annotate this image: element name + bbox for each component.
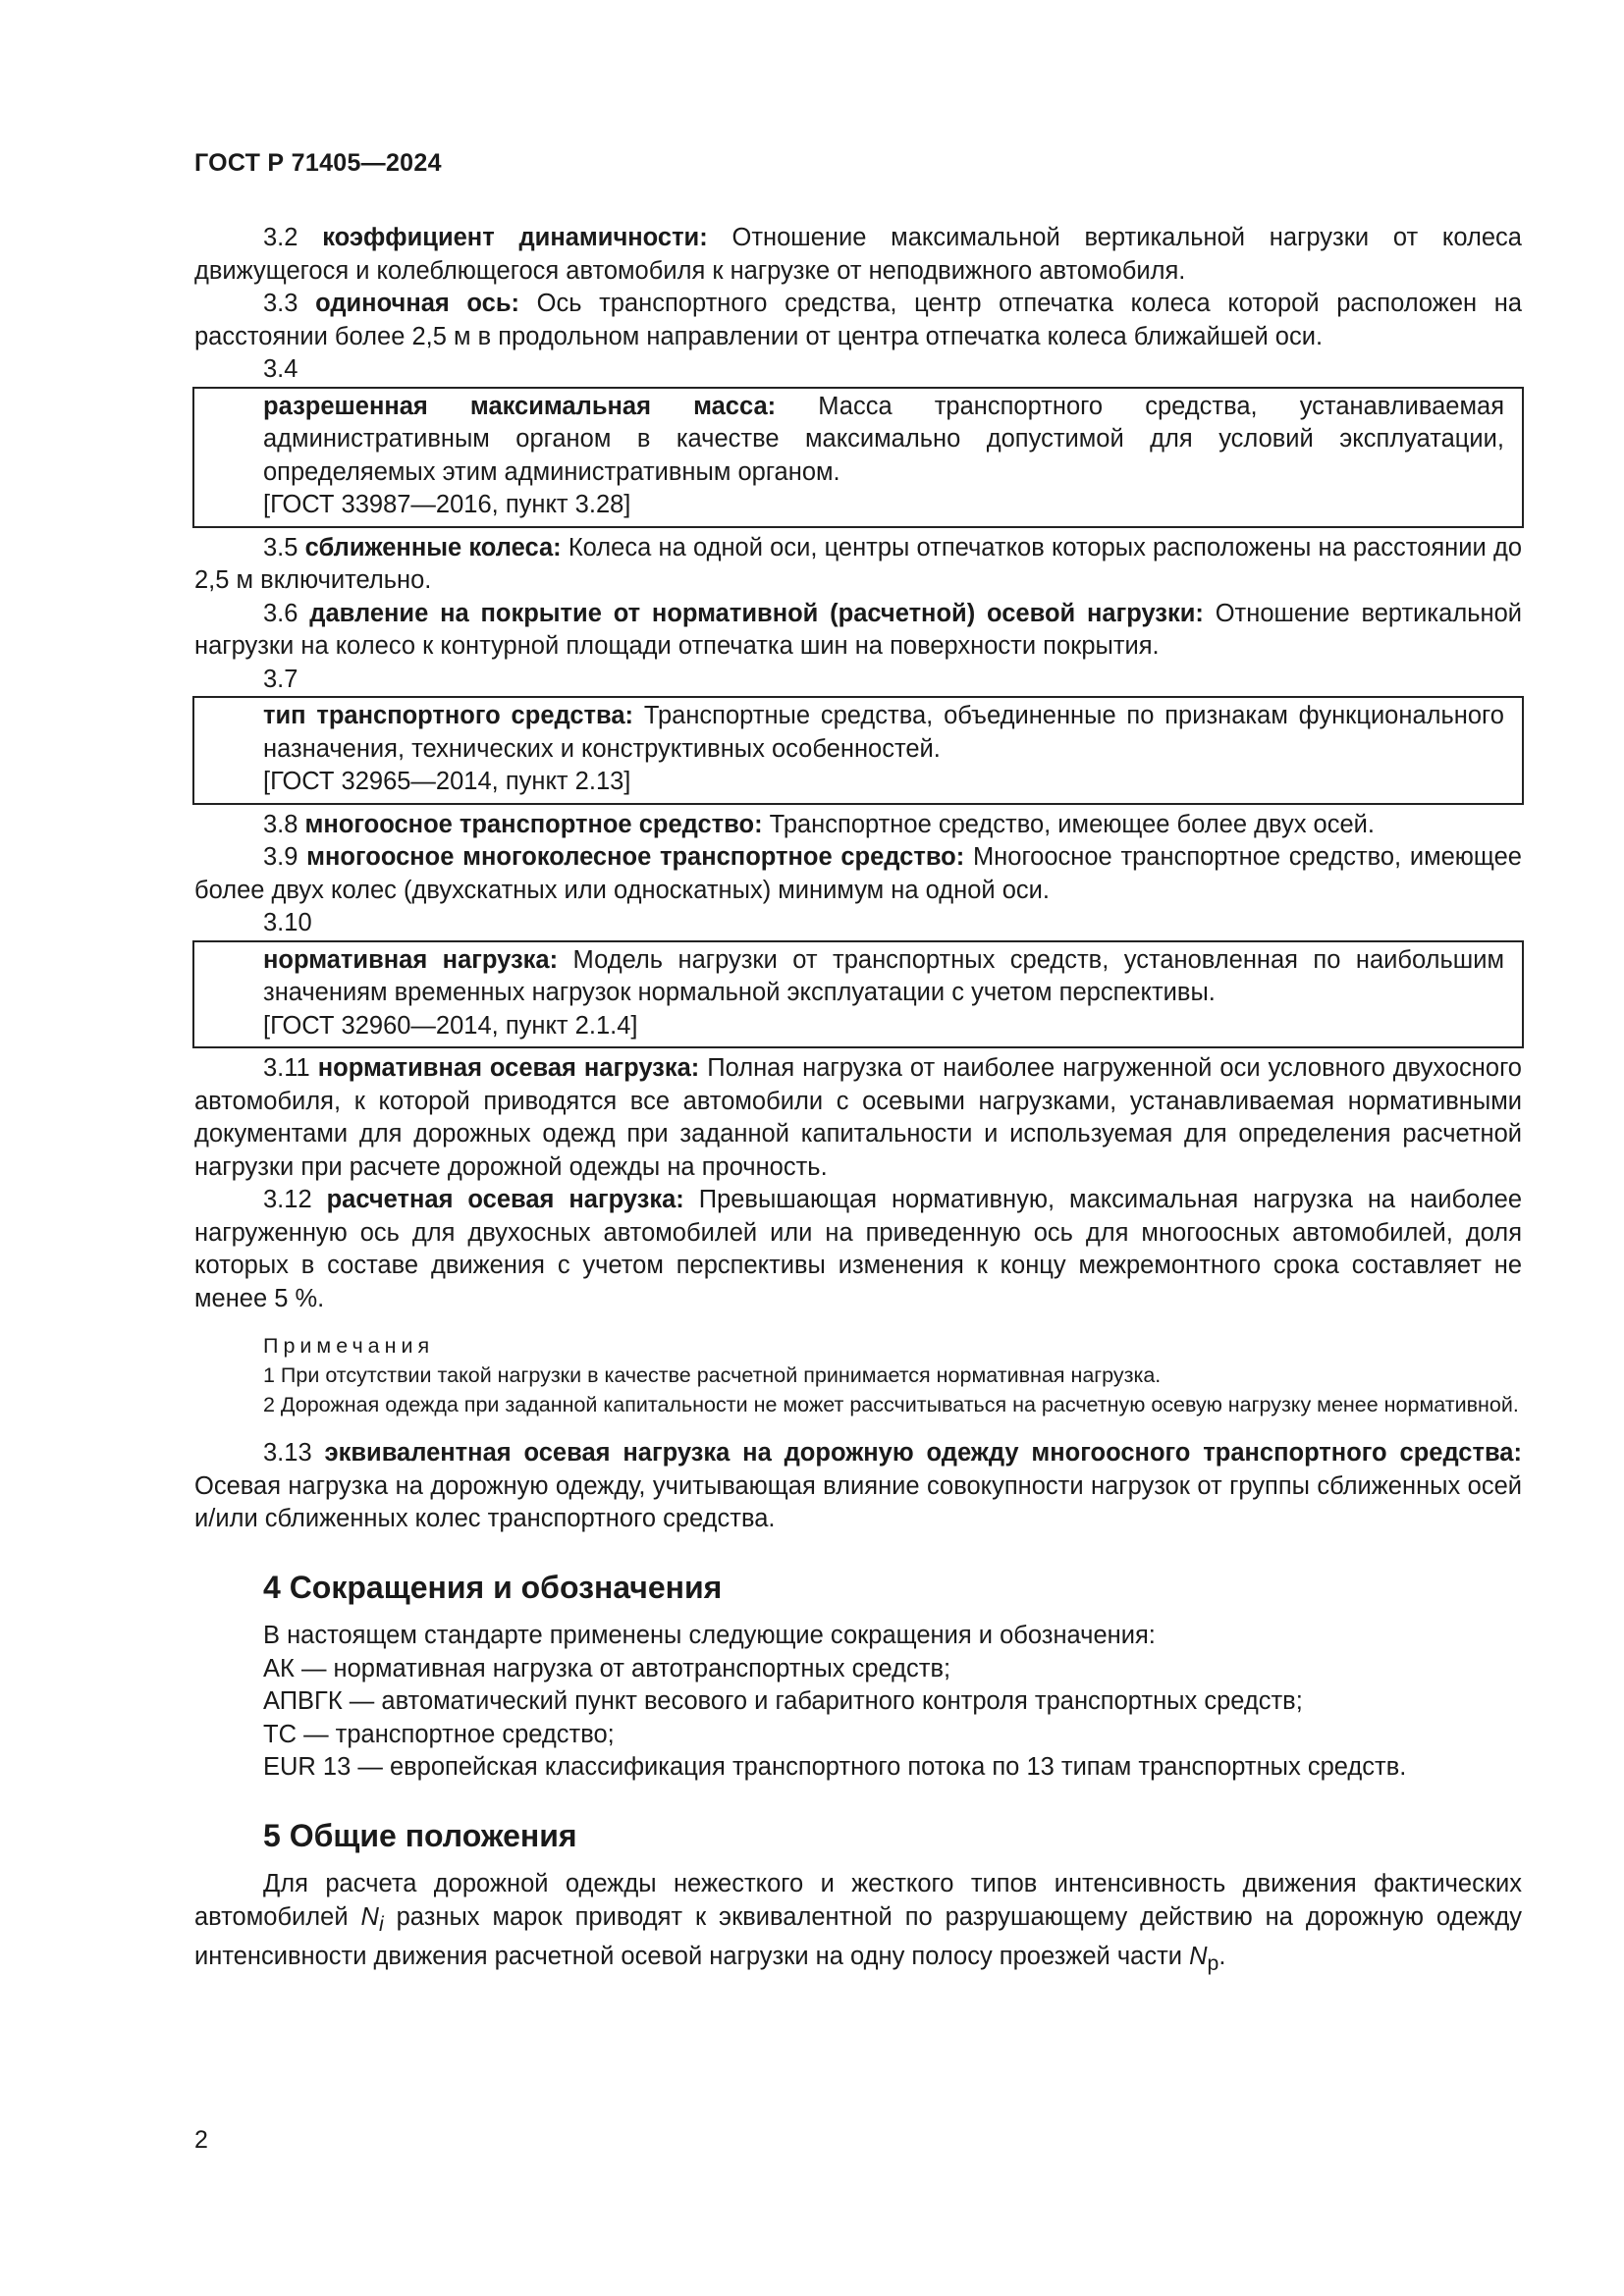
- term-box-3-7: [192, 696, 1524, 805]
- term-3-3: 3.3 одиночная ось: Ось транспортного средства, центр отпечатка колеса которой расположен на расстоянии более 2,5 м в продольном направлении от центра отпечатка колеса ближайшей оси.: [194, 290, 1522, 350]
- abbr-item: EUR 13 — европейская классификация транспортного потока по 13 типам транспортных средств.: [263, 1753, 1407, 1781]
- term-3-11: 3.11 нормативная осевая нагрузка: Полная нагрузка от наиболее нагруженной оси условного двухосного автомобиля, к которой приводятся все автомобили с осевыми нагрузками, устанавливаемая нормативными документами для дорожных одежд при заданной капитальности и используемая для определения расчетной нагрузки при расчете дорожной одежды на прочность.: [194, 1054, 1522, 1181]
- term-3-8: 3.8 многоосное транспортное средство: Транспортное средство, имеющее более двух осей.: [263, 810, 1375, 838]
- section-5-heading: 5 Общие положения: [263, 1817, 577, 1853]
- document-body: [194, 222, 1522, 1981]
- term-source-3-7: [ГОСТ 32965—2014, пункт 2.13]: [263, 768, 631, 795]
- term-3-4: разрешенная максимальная масса: Масса транспортного средства, устанавливаемая административным органом в качестве максимально допустимой для условий эксплуатации, определяемых этим административным органом.: [263, 392, 1504, 486]
- term-box-3-4: [192, 387, 1524, 528]
- term-3-13: 3.13 эквивалентная осевая нагрузка на дорожную одежду многоосного транспортного средства: Осевая нагрузка на дорожную одежду, учитывающая влияние совокупности нагрузок от группы сближенных осей и/или сближенных колес транспортного средства.: [194, 1439, 1522, 1532]
- term-3-6: 3.6 давление на покрытие от нормативной (расчетной) осевой нагрузки: Отношение вертикальной нагрузки на колесо к контурной площади отпечатка шин на поверхности покрытия.: [194, 599, 1523, 660]
- notes-block: [194, 1331, 1522, 1419]
- term-3-12: 3.12 расчетная осевая нагрузка: Превышающая нормативную, максимальная нагрузка на наиболее нагруженную ось для двухосных автомобилей или на приведенную ось для многоосных автомобилей, доля которых в составе движения с учетом перспективы изменения к концу межремонтного срока составляет не менее 5 %.: [194, 1186, 1523, 1312]
- abbr-item: АК — нормативная нагрузка от автотранспортных средств;: [263, 1654, 951, 1682]
- term-number-3-7: 3.7: [263, 665, 298, 693]
- abbr-item: АПВГК — автоматический пункт весового и габаритного контроля транспортных средств;: [263, 1687, 1303, 1715]
- notes-title: Примечания: [263, 1334, 435, 1358]
- note-2: 2 Дорожная одежда при заданной капитальности не может рассчитываться на расчетную осевую нагрузку менее нормативной.: [263, 1393, 1519, 1416]
- term-3-9: 3.9 многоосное многоколесное транспортное средство: Многоосное транспортное средство, имеющее более двух колес (двухскатных или односкатных) минимум на одной оси.: [194, 843, 1522, 904]
- page-number: 2: [194, 2126, 208, 2154]
- term-source-3-4: [ГОСТ 33987—2016, пункт 3.28]: [263, 491, 631, 518]
- term-number-3-10: 3.10: [263, 909, 312, 936]
- term-box-3-10: [192, 940, 1524, 1049]
- section-5-paragraph: Для расчета дорожной одежды нежесткого и жесткого типов интенсивность движения фактических автомобилей $N_i$ разных марок приводят к эквивалентной по разрушающему действию на дорожную одежду интенсивности движения расчетной осевой нагрузки на одну полосу проезжей части $N_р$.: [194, 1870, 1522, 1976]
- term-3-5: 3.5 сближенные колеса: Колеса на одной оси, центры отпечатков которых расположены на расстоянии до 2,5 м включительно.: [194, 533, 1523, 594]
- section-4-intro: В настоящем стандарте применены следующие сокращения и обозначения:: [263, 1622, 1156, 1649]
- term-source-3-10: [ГОСТ 32960—2014, пункт 2.1.4]: [263, 1011, 638, 1040]
- term-3-2: 3.2 коэффициент динамичности: Отношение максимальной вертикальной нагрузки от колеса движущегося и колеблющегося автомобиля к нагрузке от неподвижного автомобиля.: [194, 224, 1522, 285]
- abbr-item: ТС — транспортное средство;: [263, 1720, 615, 1748]
- note-1: 1 При отсутствии такой нагрузки в качестве расчетной принимается нормативная нагрузка.: [263, 1363, 1162, 1387]
- document-header: ГОСТ Р 71405—2024: [194, 149, 442, 177]
- term-3-10: нормативная нагрузка: Модель нагрузки от транспортных средств, установленная по наибольшим значениям временных нагрузок нормальной эксплуатации с учетом перспективы.: [263, 945, 1504, 1006]
- section-4-heading: 4 Сокращения и обозначения: [263, 1569, 723, 1605]
- term-3-7: тип транспортного средства: Транспортные средства, объединенные по признакам функционального назначения, технических и конструктивных особенностей.: [263, 702, 1504, 763]
- term-number-3-4: 3.4: [263, 355, 298, 383]
